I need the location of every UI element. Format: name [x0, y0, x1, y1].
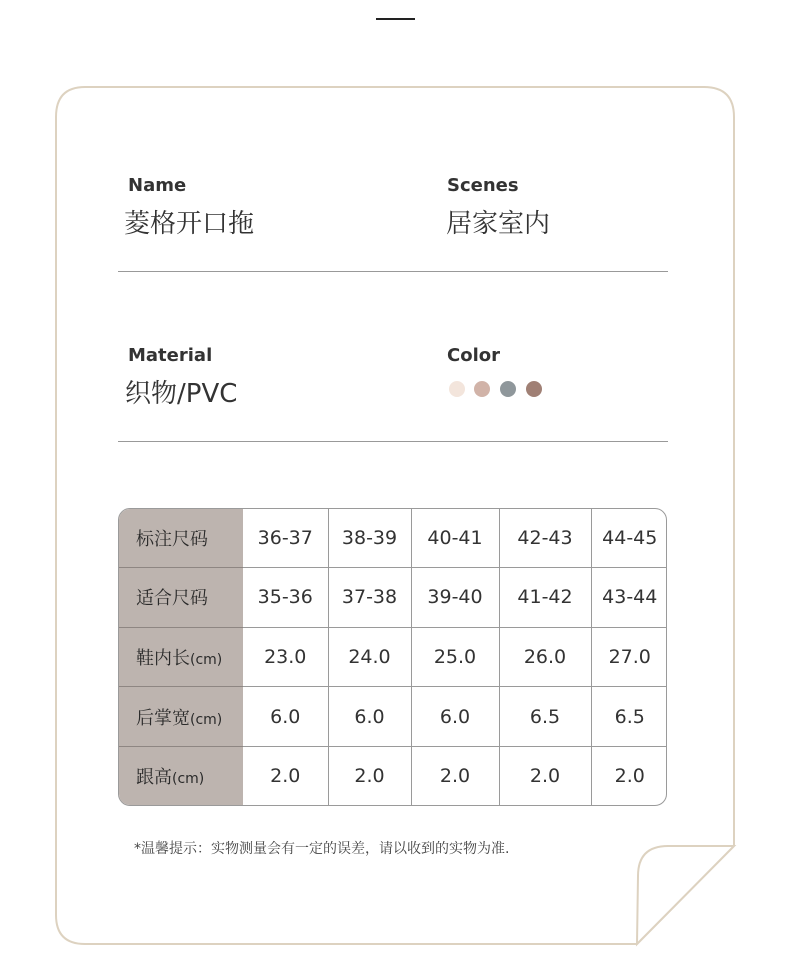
table-cell: 6.5	[591, 687, 667, 747]
name-value: 菱格开口拖	[124, 209, 255, 239]
color-swatch	[474, 381, 490, 397]
table-cell: 2.0	[243, 746, 328, 805]
table-cell: 43-44	[591, 568, 667, 628]
table-cell: 2.0	[499, 746, 591, 805]
size-table	[118, 508, 667, 806]
color-swatch	[526, 381, 542, 397]
table-cell: 39-40	[411, 568, 499, 628]
table-cell: 6.0	[328, 687, 411, 747]
table-cell: 6.0	[411, 687, 499, 747]
measurement-note: *温馨提示：实物测量会有一定的误差，请以收到的实物为准.	[134, 841, 510, 857]
table-cell: 36-37	[243, 509, 328, 568]
table-cell: 44-45	[591, 509, 667, 568]
row-header: 跟高(cm)	[119, 746, 243, 805]
table-cell: 27.0	[591, 627, 667, 687]
table-cell: 2.0	[411, 746, 499, 805]
table-cell: 37-38	[328, 568, 411, 628]
table-cell: 2.0	[614, 764, 645, 787]
table-cell: 23.0	[243, 627, 328, 687]
row-header: 标注尺码	[119, 509, 243, 568]
table-row	[119, 509, 667, 568]
table-cell: 35-36	[243, 568, 328, 628]
section-divider	[118, 441, 668, 442]
table-row	[119, 746, 667, 805]
row-header: 适合尺码	[119, 568, 243, 628]
table-row	[119, 687, 667, 747]
table-cell: 24.0	[328, 627, 411, 687]
table-cell: 26.0	[499, 627, 591, 687]
table-row	[119, 627, 667, 687]
table-cell: 6.0	[243, 687, 328, 747]
table-cell: 42-43	[499, 509, 591, 568]
table-cell: 40-41	[411, 509, 499, 568]
color-label: Color	[447, 345, 500, 366]
section-divider	[118, 271, 668, 272]
page-curl	[637, 846, 734, 944]
material-value: 织物/PVC	[125, 379, 238, 409]
name-label: Name	[128, 175, 187, 196]
scenes-value: 居家室内	[446, 209, 551, 239]
row-header: 后掌宽(cm)	[119, 687, 243, 747]
color-swatch	[500, 381, 516, 397]
material-label: Material	[128, 345, 213, 366]
scenes-label: Scenes	[447, 175, 519, 196]
table-cell: 6.5	[499, 687, 591, 747]
table-cell: 25.0	[411, 627, 499, 687]
table-cell: 41-42	[499, 568, 591, 628]
color-swatch	[449, 381, 465, 397]
row-header: 鞋内长(cm)	[119, 627, 243, 687]
table-cell: 2.0	[328, 746, 411, 805]
table-row	[119, 568, 667, 628]
table-cell: 38-39	[328, 509, 411, 568]
